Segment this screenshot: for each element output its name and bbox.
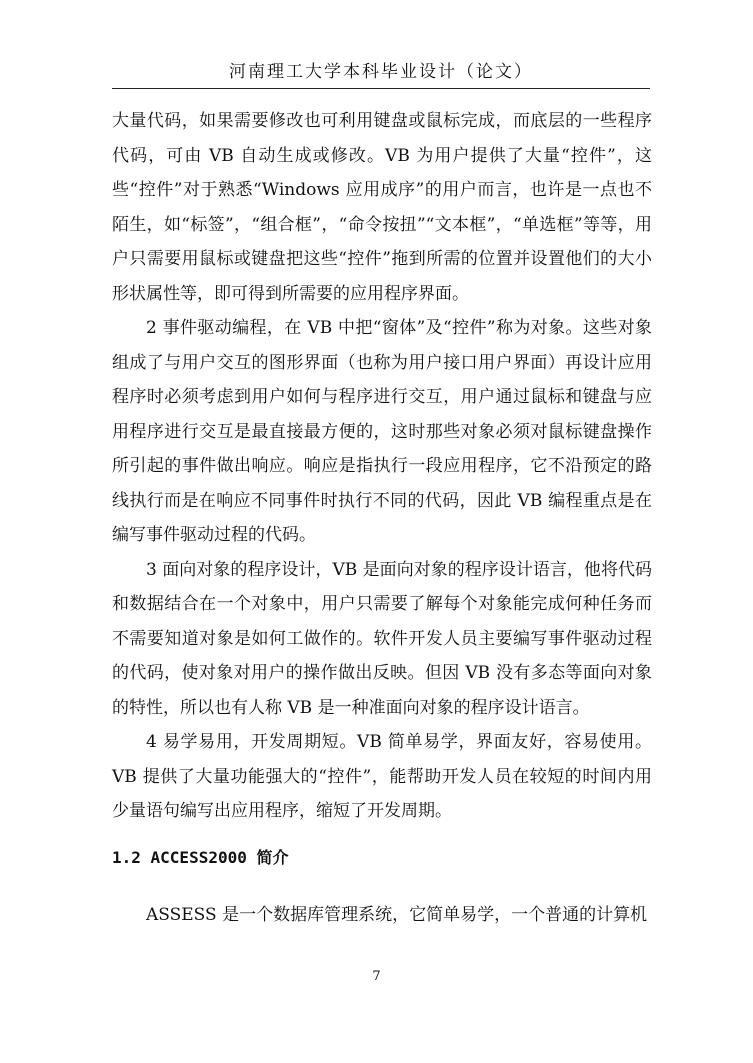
section-heading-access2000: 1.2 ACCESS2000 简介 xyxy=(112,848,289,867)
page-number: 7 xyxy=(372,969,381,984)
body-paragraph-object-oriented: 3 面向对象的程序设计，VB 是面向对象的程序设计语言，他将代码和数据结合在一个对象中，用户只需要了解每个对象能完成何种任务而不需要知道对象是如何工做作的。软件开发人员主要编写事件驱动过程的代码，使对象对用户的操作做出反映。但因 VB 没有多态等面向对象的特性，所以也有人称 VB 是一种准面向对象的程序设计语言。 xyxy=(112,559,652,718)
body-paragraph-continued: 大量代码，如果需要修改也可利用键盘或鼠标完成，而底层的一些程序代码，可由 VB 自动生成或修改。VB 为用户提供了大量“控件”，这些“控件”对于熟悉“Windows 应用成序”的用户而言，也许是一点也不陌生，如“标签”，“组合框”，“命令按扭”“文本框”，“单选框”等等，用户只需要用鼠标或键盘把这些“控件”拖到所需的位置并设置他们的大小形状属性等，即可得到所需要的应用程序界面。 xyxy=(112,111,652,304)
header-divider xyxy=(112,88,650,89)
section-body-text xyxy=(112,898,652,933)
main-body-text xyxy=(112,104,652,829)
page-header-title: 河南理工大学本科毕业设计（论文） xyxy=(229,62,533,82)
section-first-paragraph: ASSESS 是一个数据库管理系统，它简单易学，一个普通的计算机 xyxy=(146,905,648,925)
body-paragraph-easy-to-use: 4 易学易用，开发周期短。VB 简单易学，界面友好，容易使用。VB 提供了大量功能强大的“控件”，能帮助开发人员在较短的时间内用少量语句编写出应用程序，缩短了开发周期。 xyxy=(112,732,652,821)
body-paragraph-event-driven: 2 事件驱动编程，在 VB 中把“窗体”及“控件”称为对象。这些对象组成了与用户交互的图形界面（也称为用户接口用户界面）再设计应用程序时必须考虑到用户如何与程序进行交互，用户通过鼠标和键盘与应用程序进行交互是最直接最方便的，这时那些对象必须对鼠标键盘操作所引起的事件做出响应。响应是指执行一段应用程序，它不沿预定的路线执行而是在响应不同事件时执行不同的代码，因此 VB 编程重点是在编写事件驱动过程的代码。 xyxy=(112,318,652,545)
